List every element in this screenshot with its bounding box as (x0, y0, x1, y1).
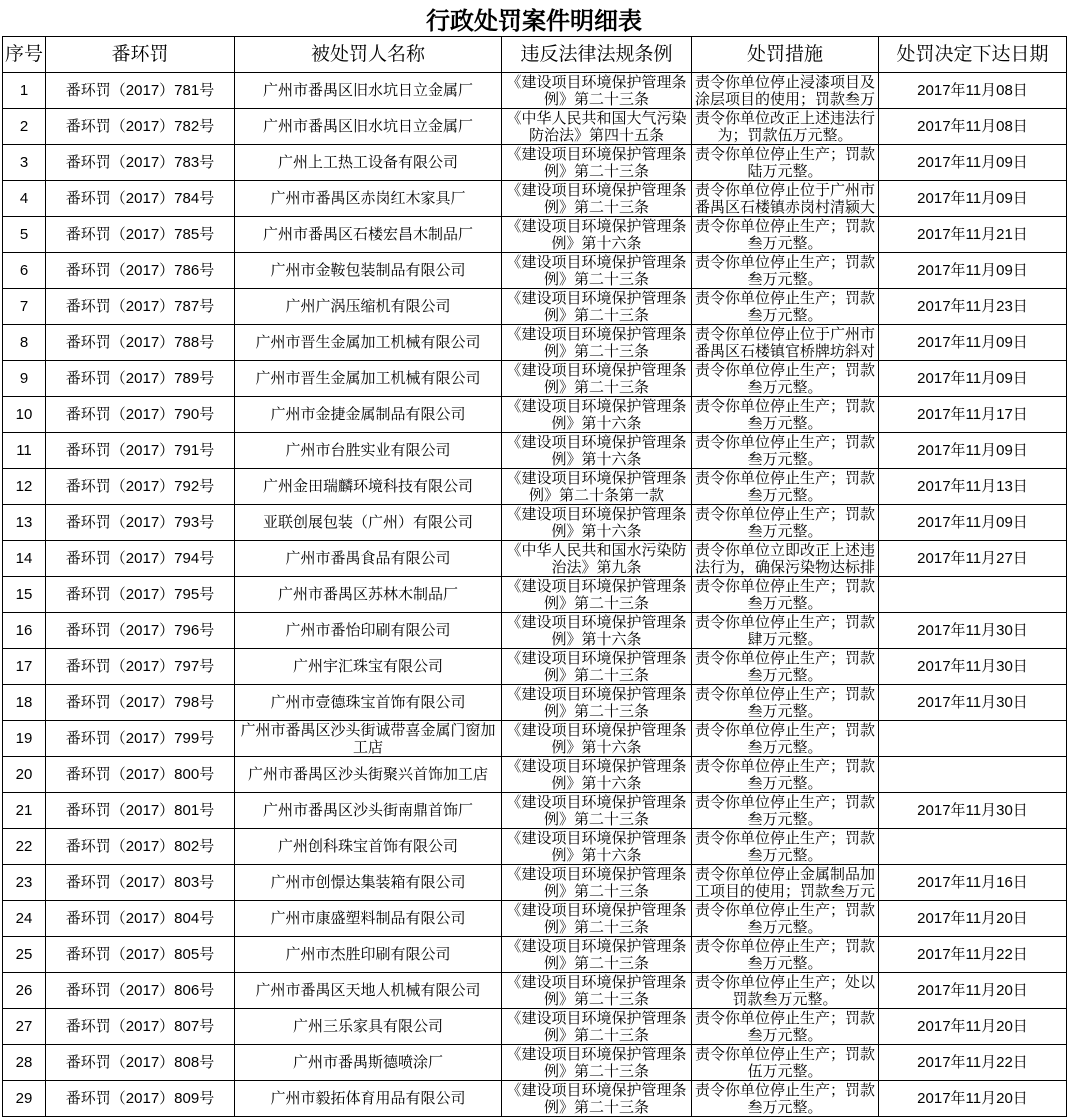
regulation-cell: 《建设项目环境保护管理条例》第十六条 (502, 757, 692, 793)
serial-cell: 18 (3, 685, 46, 721)
penalized-party-cell: 广州市番禺区旧水坑日立金属厂 (235, 109, 502, 145)
decision-date-cell: 2017年11月27日 (879, 541, 1067, 577)
column-header-case-number: 番环罚 (46, 37, 235, 73)
table-row (3, 829, 1067, 865)
case-number-cell: 番环罚（2017）801号 (46, 793, 235, 829)
penalty-measure-cell: 责令你单位停止生产；罚款叁万元整。 (692, 937, 879, 973)
penalized-party-cell: 广州市壹德珠宝首饰有限公司 (235, 685, 502, 721)
penalized-party-cell: 广州市番禺区苏林木制品厂 (235, 577, 502, 613)
serial-cell: 11 (3, 433, 46, 469)
page-title: 行政处罚案件明细表 (426, 8, 642, 35)
penalty-measure-cell: 责令你单位停止生产；罚款叁万元整。 (692, 685, 879, 721)
decision-date-cell: 2017年11月09日 (879, 253, 1067, 289)
case-number-cell: 番环罚（2017）791号 (46, 433, 235, 469)
serial-cell: 5 (3, 217, 46, 253)
case-number-cell: 番环罚（2017）793号 (46, 505, 235, 541)
penalty-measure-cell: 责令你单位停止生产；罚款肆万元整。 (692, 613, 879, 649)
penalized-party-cell: 广州市番禺斯德喷涂厂 (235, 1045, 502, 1081)
penalty-measure-cell: 责令你单位停止生产；罚款叁万元整。 (692, 289, 879, 325)
decision-date-cell: 2017年11月30日 (879, 793, 1067, 829)
serial-cell: 26 (3, 973, 46, 1009)
decision-date-cell: 2017年11月22日 (879, 937, 1067, 973)
serial-cell: 10 (3, 397, 46, 433)
case-number-cell: 番环罚（2017）794号 (46, 541, 235, 577)
case-number-cell: 番环罚（2017）798号 (46, 685, 235, 721)
penalty-measure-cell: 责令你单位停止生产；罚款叁万元整。 (692, 469, 879, 505)
serial-cell: 4 (3, 181, 46, 217)
regulation-cell: 《建设项目环境保护管理条例》第二十三条 (502, 1009, 692, 1045)
decision-date-cell: 2017年11月09日 (879, 325, 1067, 361)
penalty-measure-cell: 责令你单位停止生产；罚款叁万元整。 (692, 901, 879, 937)
penalized-party-cell: 广州市金鞍包装制品有限公司 (235, 253, 502, 289)
serial-cell: 22 (3, 829, 46, 865)
penalty-measure-cell: 责令你单位停止生产；罚款陆万元整。 (692, 145, 879, 181)
penalized-party-cell: 广州广涡压缩机有限公司 (235, 289, 502, 325)
decision-date-cell: 2017年11月20日 (879, 901, 1067, 937)
case-number-cell: 番环罚（2017）782号 (46, 109, 235, 145)
case-number-cell: 番环罚（2017）792号 (46, 469, 235, 505)
regulation-cell: 《建设项目环境保护管理条例》第十六条 (502, 829, 692, 865)
decision-date-cell: 2017年11月22日 (879, 1045, 1067, 1081)
table-row (3, 181, 1067, 217)
serial-cell: 7 (3, 289, 46, 325)
column-header-penalty-measure: 处罚措施 (692, 37, 879, 73)
decision-date-cell (879, 721, 1067, 757)
penalty-measure-cell: 责令你单位停止生产；罚款叁万元整。 (692, 757, 879, 793)
regulation-cell: 《建设项目环境保护管理条例》第二十三条 (502, 685, 692, 721)
serial-cell: 12 (3, 469, 46, 505)
regulation-cell: 《中华人民共和国水污染防治法》第九条 (502, 541, 692, 577)
decision-date-cell (879, 829, 1067, 865)
case-number-cell: 番环罚（2017）799号 (46, 721, 235, 757)
penalty-measure-cell: 责令你单位停止生产；罚款叁万元整。 (692, 1081, 879, 1117)
serial-cell: 20 (3, 757, 46, 793)
penalized-party-cell: 广州市番禺区天地人机械有限公司 (235, 973, 502, 1009)
penalized-party-cell: 广州三乐家具有限公司 (235, 1009, 502, 1045)
case-number-cell: 番环罚（2017）784号 (46, 181, 235, 217)
penalized-party-cell: 广州市番禺区石楼宏昌木制品厂 (235, 217, 502, 253)
penalty-table (2, 36, 1067, 1117)
penalized-party-cell: 广州宇汇珠宝有限公司 (235, 649, 502, 685)
penalty-measure-cell: 责令你单位停止生产；罚款叁万元整。 (692, 505, 879, 541)
decision-date-cell: 2017年11月13日 (879, 469, 1067, 505)
column-header-penalized-party: 被处罚人名称 (235, 37, 502, 73)
table-row (3, 613, 1067, 649)
serial-cell: 15 (3, 577, 46, 613)
case-number-cell: 番环罚（2017）785号 (46, 217, 235, 253)
case-number-cell: 番环罚（2017）806号 (46, 973, 235, 1009)
penalized-party-cell: 亚联创展包装（广州）有限公司 (235, 505, 502, 541)
case-number-cell: 番环罚（2017）789号 (46, 361, 235, 397)
decision-date-cell: 2017年11月09日 (879, 433, 1067, 469)
decision-date-cell: 2017年11月09日 (879, 505, 1067, 541)
penalty-measure-cell: 责令你单位停止生产；罚款叁万元整。 (692, 253, 879, 289)
serial-cell: 23 (3, 865, 46, 901)
case-number-cell: 番环罚（2017）804号 (46, 901, 235, 937)
table-row (3, 901, 1067, 937)
regulation-cell: 《中华人民共和国大气污染防治法》第四十五条 (502, 109, 692, 145)
regulation-cell: 《建设项目环境保护管理条例》第二十三条 (502, 325, 692, 361)
column-header-decision-date: 处罚决定下达日期 (879, 37, 1067, 73)
serial-cell: 3 (3, 145, 46, 181)
regulation-cell: 《建设项目环境保护管理条例》第二十三条 (502, 973, 692, 1009)
table-row (3, 937, 1067, 973)
serial-cell: 25 (3, 937, 46, 973)
case-number-cell: 番环罚（2017）787号 (46, 289, 235, 325)
decision-date-cell: 2017年11月30日 (879, 649, 1067, 685)
table-row (3, 1045, 1067, 1081)
decision-date-cell: 2017年11月16日 (879, 865, 1067, 901)
serial-cell: 14 (3, 541, 46, 577)
penalty-measure-cell: 责令你单位停止位于广州市番禺区石楼镇赤岗村清颍大 (692, 181, 879, 217)
table-row (3, 469, 1067, 505)
table-row (3, 289, 1067, 325)
decision-date-cell: 2017年11月17日 (879, 397, 1067, 433)
case-number-cell: 番环罚（2017）800号 (46, 757, 235, 793)
table-row (3, 253, 1067, 289)
table-row (3, 433, 1067, 469)
case-number-cell: 番环罚（2017）805号 (46, 937, 235, 973)
penalized-party-cell: 广州市番禺区沙头街诚带喜金属门窗加工店 (235, 721, 502, 757)
case-number-cell: 番环罚（2017）786号 (46, 253, 235, 289)
case-number-cell: 番环罚（2017）795号 (46, 577, 235, 613)
serial-cell: 29 (3, 1081, 46, 1117)
penalized-party-cell: 广州市毅拓体育用品有限公司 (235, 1081, 502, 1117)
penalized-party-cell: 广州金田瑞麟环境科技有限公司 (235, 469, 502, 505)
penalty-measure-cell: 责令你单位停止生产；罚款叁万元整。 (692, 217, 879, 253)
regulation-cell: 《建设项目环境保护管理条例》第二十三条 (502, 145, 692, 181)
penalty-measure-cell: 责令你单位停止生产；罚款伍万元整。 (692, 1045, 879, 1081)
case-number-cell: 番环罚（2017）802号 (46, 829, 235, 865)
decision-date-cell: 2017年11月09日 (879, 181, 1067, 217)
column-header-serial: 序号 (3, 37, 46, 73)
case-number-cell: 番环罚（2017）783号 (46, 145, 235, 181)
serial-cell: 13 (3, 505, 46, 541)
case-number-cell: 番环罚（2017）808号 (46, 1045, 235, 1081)
table-row (3, 361, 1067, 397)
penalty-measure-cell: 责令你单位停止金属制品加工项目的使用；罚款叁万元 (692, 865, 879, 901)
decision-date-cell: 2017年11月23日 (879, 289, 1067, 325)
penalized-party-cell: 广州市番禺区沙头街聚兴首饰加工店 (235, 757, 502, 793)
penalized-party-cell: 广州市金捷金属制品有限公司 (235, 397, 502, 433)
regulation-cell: 《建设项目环境保护管理条例》第十六条 (502, 433, 692, 469)
penalty-measure-cell: 责令你单位改正上述违法行为；罚款伍万元整。 (692, 109, 879, 145)
serial-cell: 28 (3, 1045, 46, 1081)
serial-cell: 9 (3, 361, 46, 397)
regulation-cell: 《建设项目环境保护管理条例》第二十三条 (502, 649, 692, 685)
table-row (3, 73, 1067, 109)
regulation-cell: 《建设项目环境保护管理条例》第二十三条 (502, 253, 692, 289)
serial-cell: 6 (3, 253, 46, 289)
table-row (3, 973, 1067, 1009)
penalty-measure-cell: 责令你单位停止生产；罚款叁万元整。 (692, 829, 879, 865)
penalty-measure-cell: 责令你单位停止生产；罚款叁万元整。 (692, 397, 879, 433)
penalty-measure-cell: 责令你单位停止生产；罚款叁万元整。 (692, 361, 879, 397)
penalized-party-cell: 广州创科珠宝首饰有限公司 (235, 829, 502, 865)
table-row (3, 1081, 1067, 1117)
table-row (3, 1009, 1067, 1045)
serial-cell: 2 (3, 109, 46, 145)
decision-date-cell: 2017年11月20日 (879, 1009, 1067, 1045)
case-number-cell: 番环罚（2017）790号 (46, 397, 235, 433)
serial-cell: 16 (3, 613, 46, 649)
penalized-party-cell: 广州市台胜实业有限公司 (235, 433, 502, 469)
decision-date-cell: 2017年11月08日 (879, 109, 1067, 145)
penalty-measure-cell: 责令你单位立即改正上述违法行为，确保污染物达标排 (692, 541, 879, 577)
regulation-cell: 《建设项目环境保护管理条例》第二十三条 (502, 577, 692, 613)
penalty-measure-cell: 责令你单位停止生产；罚款叁万元整。 (692, 793, 879, 829)
regulation-cell: 《建设项目环境保护管理条例》第二十三条 (502, 793, 692, 829)
regulation-cell: 《建设项目环境保护管理条例》第十六条 (502, 217, 692, 253)
serial-cell: 17 (3, 649, 46, 685)
penalty-measure-cell: 责令你单位停止生产；处以罚款叁万元整。 (692, 973, 879, 1009)
table-row (3, 145, 1067, 181)
table-row (3, 685, 1067, 721)
penalized-party-cell: 广州市康盛塑料制品有限公司 (235, 901, 502, 937)
penalty-measure-cell: 责令你单位停止生产；罚款叁万元整。 (692, 433, 879, 469)
header-row (3, 37, 1067, 73)
regulation-cell: 《建设项目环境保护管理条例》第二十三条 (502, 181, 692, 217)
decision-date-cell: 2017年11月09日 (879, 145, 1067, 181)
decision-date-cell: 2017年11月30日 (879, 613, 1067, 649)
serial-cell: 1 (3, 73, 46, 109)
penalty-measure-cell: 责令你单位停止生产；罚款叁万元整。 (692, 577, 879, 613)
regulation-cell: 《建设项目环境保护管理条例》第十六条 (502, 721, 692, 757)
regulation-cell: 《建设项目环境保护管理条例》第二十三条 (502, 901, 692, 937)
regulation-cell: 《建设项目环境保护管理条例》第二十条第一款 (502, 469, 692, 505)
table-row (3, 397, 1067, 433)
case-number-cell: 番环罚（2017）807号 (46, 1009, 235, 1045)
case-number-cell: 番环罚（2017）803号 (46, 865, 235, 901)
case-number-cell: 番环罚（2017）788号 (46, 325, 235, 361)
serial-cell: 27 (3, 1009, 46, 1045)
table-row (3, 325, 1067, 361)
serial-cell: 8 (3, 325, 46, 361)
penalized-party-cell: 广州市番禺区旧水坑日立金属厂 (235, 73, 502, 109)
regulation-cell: 《建设项目环境保护管理条例》第二十三条 (502, 865, 692, 901)
table-row (3, 109, 1067, 145)
penalized-party-cell: 广州市晋生金属加工机械有限公司 (235, 325, 502, 361)
decision-date-cell: 2017年11月30日 (879, 685, 1067, 721)
penalty-measure-cell: 责令你单位停止位于广州市番禺区石楼镇官桥牌坊斜对 (692, 325, 879, 361)
table-row (3, 505, 1067, 541)
penalty-measure-cell: 责令你单位停止生产；罚款叁万元整。 (692, 649, 879, 685)
penalized-party-cell: 广州市创憬达集装箱有限公司 (235, 865, 502, 901)
penalized-party-cell: 广州市晋生金属加工机械有限公司 (235, 361, 502, 397)
table-row (3, 541, 1067, 577)
serial-cell: 19 (3, 721, 46, 757)
regulation-cell: 《建设项目环境保护管理条例》第二十三条 (502, 289, 692, 325)
decision-date-cell: 2017年11月20日 (879, 1081, 1067, 1117)
table-row (3, 865, 1067, 901)
penalized-party-cell: 广州市杰胜印刷有限公司 (235, 937, 502, 973)
decision-date-cell (879, 757, 1067, 793)
case-number-cell: 番环罚（2017）796号 (46, 613, 235, 649)
regulation-cell: 《建设项目环境保护管理条例》第十六条 (502, 613, 692, 649)
case-number-cell: 番环罚（2017）797号 (46, 649, 235, 685)
case-number-cell: 番环罚（2017）809号 (46, 1081, 235, 1117)
decision-date-cell: 2017年11月08日 (879, 73, 1067, 109)
decision-date-cell (879, 577, 1067, 613)
table-row (3, 649, 1067, 685)
penalty-measure-cell: 责令你单位停止生产；罚款叁万元整。 (692, 721, 879, 757)
table-row (3, 757, 1067, 793)
decision-date-cell: 2017年11月09日 (879, 361, 1067, 397)
regulation-cell: 《建设项目环境保护管理条例》第二十三条 (502, 1081, 692, 1117)
table-row (3, 721, 1067, 757)
serial-cell: 24 (3, 901, 46, 937)
regulation-cell: 《建设项目环境保护管理条例》第二十三条 (502, 937, 692, 973)
case-number-cell: 番环罚（2017）781号 (46, 73, 235, 109)
penalty-measure-cell: 责令你单位停止生产；罚款叁万元整。 (692, 1009, 879, 1045)
penalized-party-cell: 广州市番怡印刷有限公司 (235, 613, 502, 649)
penalized-party-cell: 广州上工热工设备有限公司 (235, 145, 502, 181)
regulation-cell: 《建设项目环境保护管理条例》第二十三条 (502, 73, 692, 109)
regulation-cell: 《建设项目环境保护管理条例》第二十三条 (502, 361, 692, 397)
decision-date-cell: 2017年11月21日 (879, 217, 1067, 253)
regulation-cell: 《建设项目环境保护管理条例》第十六条 (502, 397, 692, 433)
table-row (3, 217, 1067, 253)
penalized-party-cell: 广州市番禺区沙头街南鼎首饰厂 (235, 793, 502, 829)
serial-cell: 21 (3, 793, 46, 829)
regulation-cell: 《建设项目环境保护管理条例》第二十三条 (502, 1045, 692, 1081)
column-header-regulation: 违反法律法规条例 (502, 37, 692, 73)
penalized-party-cell: 广州市番禺区赤岗红木家具厂 (235, 181, 502, 217)
table-row (3, 793, 1067, 829)
decision-date-cell: 2017年11月20日 (879, 973, 1067, 1009)
table-row (3, 577, 1067, 613)
penalty-measure-cell: 责令你单位停止浸漆项目及涂层项目的使用；罚款叁万 (692, 73, 879, 109)
regulation-cell: 《建设项目环境保护管理条例》第十六条 (502, 505, 692, 541)
penalized-party-cell: 广州市番禺食品有限公司 (235, 541, 502, 577)
